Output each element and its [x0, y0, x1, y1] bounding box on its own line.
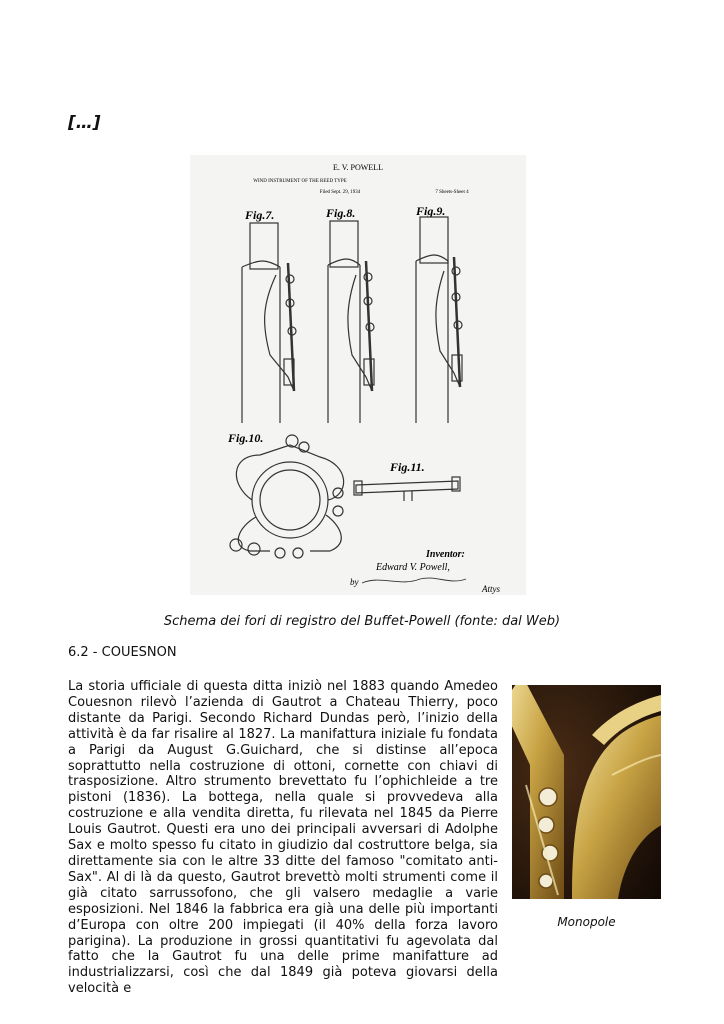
fig-9-label: Fig.9.: [416, 204, 446, 218]
fig-8-label: Fig.8.: [326, 206, 356, 220]
saxophone-illustration: [512, 685, 661, 899]
ellipsis-marker: […]: [68, 113, 101, 133]
patent-inventor-name: E. V. POWELL: [333, 163, 383, 172]
inventor-signature: Edward V. Powell,: [376, 562, 450, 573]
saxophone-photo: [512, 685, 661, 899]
fig-8-tube: [328, 221, 374, 423]
patent-filed: Filed Sept. 29, 1934: [319, 190, 361, 195]
patent-svg: [190, 155, 526, 595]
photo-caption: Monopole: [557, 915, 616, 929]
inventor-label: Inventor:: [426, 549, 465, 560]
patent-sheets: 7 Sheets-Sheet 4: [435, 190, 469, 195]
body-paragraph: La storia ufficiale di questa ditta iniziò nel 1883 quando Amedeo Couesnon rilevò l’azienda di Gautrot a Chateau Thierry, poco distante da Parigi. Secondo Richard Dundas però, l’inizio della attività è da far risalire al 1827. La manifattura iniziale fu fondata a Parigi da August G.Guichard, che si distinse all’epoca soprattutto nella costruzione di ottoni, cornette con chiavi di trasposizione. Altro strumento brevettato fu l’ophichleide a tre pistoni (1836). La bottega, nella quale si provvedeva alla costruzione e alla vendita diretta, fu rilevata nel 1845 da Pierre Louis Gautrot. Questi era uno dei principali avversari di Adolphe Sax e molto spesso fu citato in giudizio dal costruttore belga, sia direttamente sia con le altre 33 ditte del famoso "comitato anti-Sax". Al di là da questo, Gautrot brevettò molti strumenti come il già citato sarrussofono, che gli valsero medaglie a varie esposizioni. Nel 1846 la fabbrica era già una delle più importanti d’Europa con oltre 200 impiegati (il 40% della forza lavoro parigina). La produzione in grossi quantitativi fu agevolata dal fatto che la Gautrot fu una delle prime manifatture ad industrializzarsi, così che dal 1849 già poteva giovarsi della velocità e: [68, 679, 498, 997]
fig-11-key: [354, 477, 460, 501]
attys-label: Attys: [482, 584, 500, 594]
fig-7-label: Fig.7.: [245, 208, 275, 222]
fig-7-tube: [242, 223, 296, 423]
by-line: by: [350, 577, 359, 587]
fig-11-label: Fig.11.: [390, 460, 425, 474]
fig-10-label: Fig.10.: [228, 431, 264, 445]
section-title: 6.2 - COUESNON: [68, 645, 177, 660]
fig-10-ring: [230, 435, 344, 558]
figure-caption: Schema dei fori di registro del Buffet-Powell (fonte: dal Web): [163, 614, 561, 629]
fig-9-tube: [416, 217, 462, 423]
patent-drawing: [190, 155, 526, 595]
patent-title: WIND INSTRUMENT OF THE REED TYPE: [253, 179, 347, 184]
